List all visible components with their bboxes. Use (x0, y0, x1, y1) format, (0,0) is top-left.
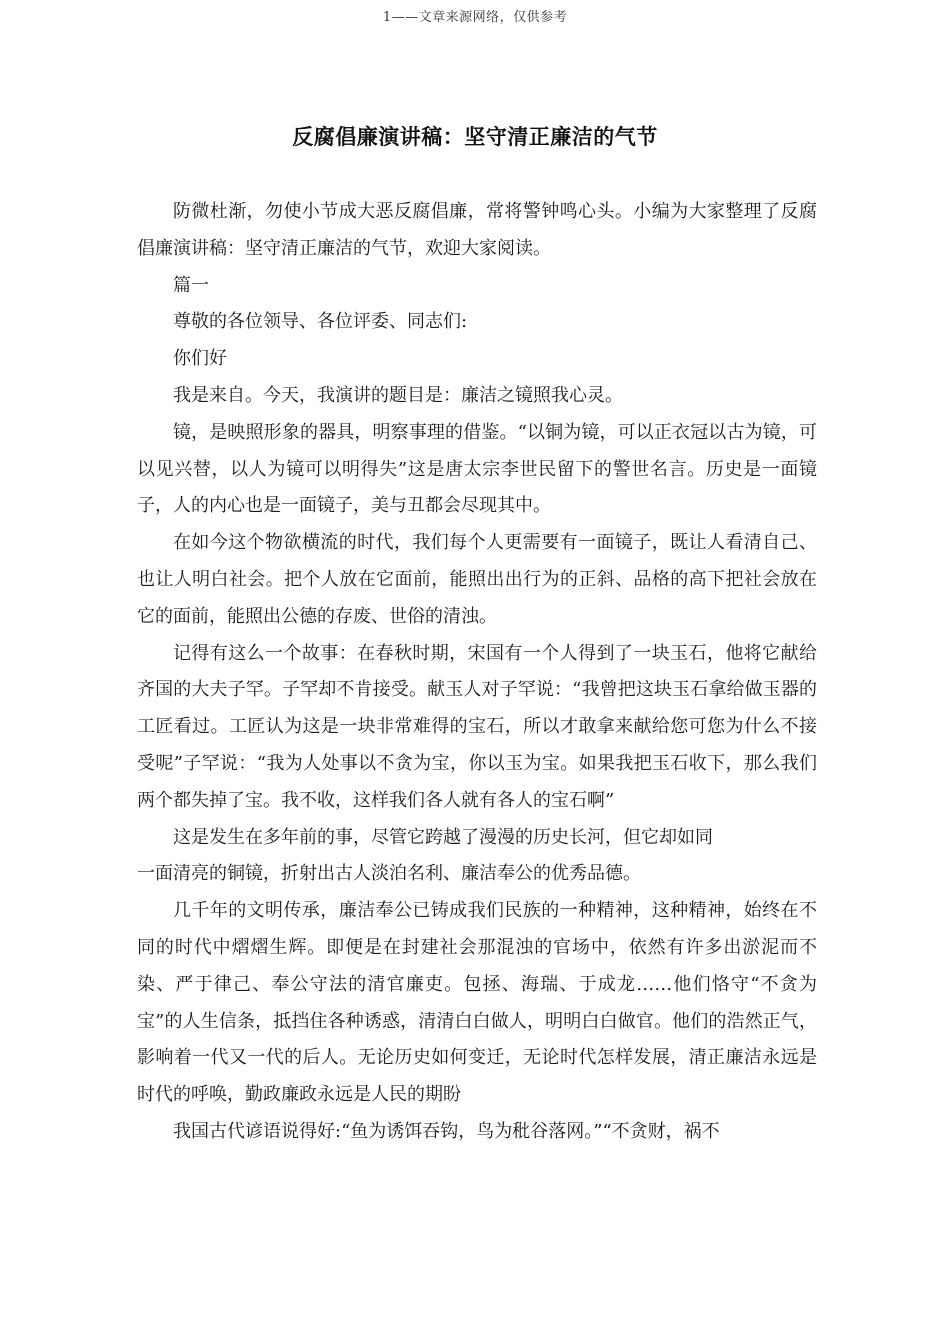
paragraph-history-continued: 一面清亮的铜镜，折射出古人淡泊名利、廉洁奉公的优秀品德。 (137, 863, 641, 885)
paragraph-era: 在如今这个物欲横流的时代，我们每个人更需要有一面镜子，既让人看清自己、也让人明白社会。把个人放在它面前，能照出出行为的正斜、品格的高下把社会放在它的面前，能照出公德的存废、世俗的清浊。 (137, 532, 817, 627)
paragraph-topic: 我是来自。今天，我演讲的题目是：廉洁之镜照我心灵。 (173, 384, 623, 406)
paragraph-story: 记得有这么一个故事：在春秋时期，宋国有一个人得到了一块玉石，他将它献给齐国的大夫子罕。子罕却不肯接受。献玉人对子罕说：“我曾把这块玉石拿给做玉器的工匠看过。工匠认为这是一块非常难得的宝石，所以才敢拿来献给您可您为什么不接受呢”子罕说：“我为人处事以不贪为宝，你以玉为宝。如果我把玉石收下，那么我们两个都失掉了宝。我不收，这样我们各人就有各人的宝石啊” (137, 642, 817, 811)
paragraph-tradition: 几千年的文明传承，廉洁奉公已铸成我们民族的一种精神，这种精神，始终在不同的时代中熠熠生辉。即便是在封建社会那混浊的官场中，依然有许多出淤泥而不染、严于律己、奉公守法的清官廉吏。包拯、海瑞、于成龙……他们恪守“不贪为宝”的人生信条，抵挡住各种诱惑，清清白白做人，明明白白做官。他们的浩然正气，影响着一代又一代的后人。无论历史如何变迁，无论时代怎样发展，清正廉洁永远是时代的呼唤，勤政廉政永远是人民的期盼 (137, 900, 817, 1106)
paragraph-salutation: 尊敬的各位领导、各位评委、同志们: (173, 311, 468, 333)
paragraph-proverb: 我国古代谚语说得好:“鱼为诱饵吞钩，鸟为秕谷落网。”“不贪财，祸不 (173, 1120, 720, 1142)
paragraph-intro: 防微杜渐，勿使小节成大恶反腐倡廉，常将警钟鸣心头。小编为大家整理了反腐倡廉演讲稿：坚守清正廉洁的气节，欢迎大家阅读。 (137, 201, 817, 259)
paragraph-mirror: 镜，是映照形象的器具，明察事理的借鉴。“以铜为镜，可以正衣冠以古为镜，可以见兴替，以人为镜可以明得失”这是唐太宗李世民留下的警世名言。历史是一面镜子，人的内心也是一面镜子，美与丑都会尽现其中。 (137, 421, 817, 517)
page-header-note: 1——文章来源网络，仅供参考 (382, 10, 568, 25)
paragraph-greeting: 你们好 (173, 348, 227, 370)
document-body (137, 194, 817, 1151)
document-title: 反腐倡廉演讲稿：坚守清正廉洁的气节 (292, 125, 658, 149)
paragraph-history: 这是发生在多年前的事，尽管它跨越了漫漫的历史长河，但它却如同 (173, 826, 713, 848)
paragraph-section-label: 篇一 (173, 274, 209, 296)
